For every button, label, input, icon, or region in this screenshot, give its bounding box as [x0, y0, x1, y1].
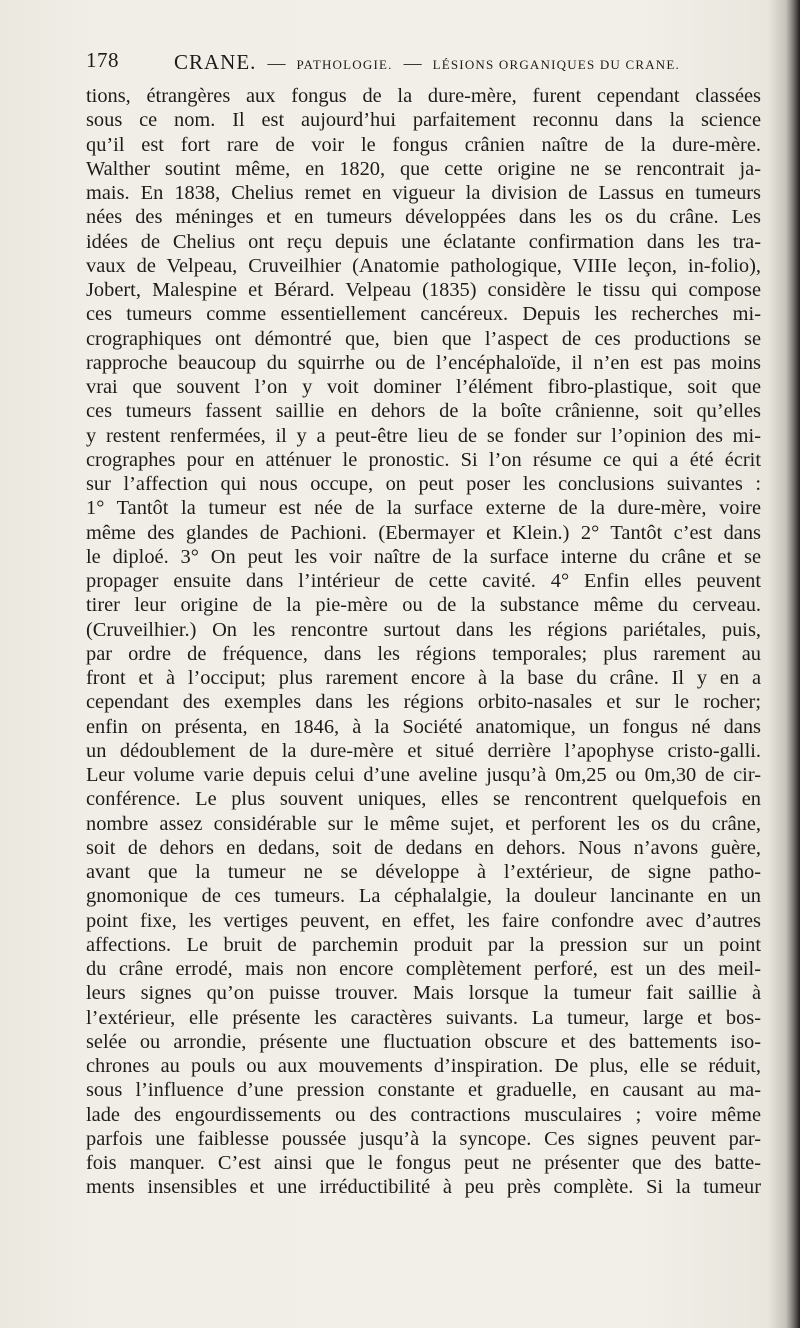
text-line: fois manquer. C’est ainsi que le fongus peut ne présenter que des batte-	[86, 1152, 761, 1174]
text-line: 1° Tantôt la tumeur est née de la surface externe de la dure-mère, voire	[86, 497, 761, 520]
text-line: enfin on présenta, en 1846, à la Société anatomique, un fongus né dans	[86, 715, 761, 738]
page-header	[86, 48, 766, 76]
text-line: soit de dehors en dedans, soit de dedans en dehors. Nous n’avons guère,	[86, 836, 761, 859]
page-number: 178	[86, 48, 119, 72]
text-line: ces tumeurs fassent saillie en dehors de la boîte crânienne, soit qu’elles	[86, 400, 761, 423]
running-head-dash: —	[403, 53, 422, 73]
text-line: du crâne errodé, mais non encore complètement perforé, est un des meil-	[86, 958, 761, 980]
text-line: selée ou arrondie, présente une fluctuation obscure et des battements iso-	[86, 1030, 761, 1053]
page-spine-shadow	[786, 0, 800, 1328]
running-head-section: PATHOLOGIE.	[296, 57, 393, 72]
running-head-dash: —	[267, 53, 286, 73]
text-line: Jobert, Malespine et Bérard. Velpeau (1835) considère le tissu qui compose	[86, 279, 761, 301]
text-line: cependant des exemples dans les régions orbito-nasales et sur le rocher;	[86, 691, 761, 714]
text-line: le diploé. 3° On peut les voir naître de la surface interne du crâne et se	[86, 545, 761, 568]
text-line: idées de Chelius ont reçu depuis une éclatante confirmation dans les tra-	[86, 230, 761, 253]
text-line: par ordre de fréquence, dans les régions temporales; plus rarement au	[86, 642, 761, 665]
text-line: ces tumeurs comme essentiellement cancéreux. Depuis les recherches mi-	[86, 303, 761, 326]
text-line: propager ensuite dans l’intérieur de cette cavité. 4° Enfin elles peuvent	[86, 570, 761, 592]
text-line: Walther soutint même, en 1820, que cette origine ne se rencontrait ja-	[86, 157, 761, 180]
text-line: un dédoublement de la dure-mère et situé derrière l’apophyse cristo-galli.	[86, 739, 761, 762]
text-line: tions, étrangères aux fongus de la dure-mère, furent cependant classées	[86, 85, 761, 107]
text-line: vrai que souvent l’on y voit dominer l’élément fibro-plastique, soit que	[86, 376, 761, 398]
text-line: conférence. Le plus souvent uniques, elles se rencontrent quelquefois en	[86, 788, 761, 811]
text-line: sous l’influence d’une pression constante et graduelle, en causant au ma-	[86, 1079, 761, 1102]
text-line: sur l’affection qui nous occupe, on peut poser les conclusions suivantes :	[86, 473, 761, 495]
text-line: lade des engourdissements ou des contractions musculaires ; voire même	[86, 1103, 761, 1126]
text-line: point fixe, les vertiges peuvent, en effet, les faire confondre avec d’autres	[86, 909, 761, 932]
text-line: gnomonique de ces tumeurs. La céphalalgie, la douleur lancinante en un	[86, 885, 761, 908]
text-line: vaux de Velpeau, Cruveilhier (Anatomie pathologique, VIIIe leçon, in-folio),	[86, 254, 761, 277]
text-line: (Cruveilhier.) On les rencontre surtout dans les régions pariétales, puis,	[86, 618, 761, 641]
body-text	[86, 84, 761, 1200]
text-line: même des glandes de Pachioni. (Ebermayer et Klein.) 2° Tantôt c’est dans	[86, 521, 761, 544]
running-head-title: CRANE.	[174, 50, 257, 74]
text-line: y restent renfermées, il y a peut-être lieu de se fonder sur l’opinion des mi-	[86, 424, 761, 447]
running-head	[174, 50, 680, 75]
text-line: nées des méninges et en tumeurs développées dans les os du crâne. Les	[86, 206, 761, 229]
text-line: avant que la tumeur ne se développe à l’extérieur, de signe patho-	[86, 861, 761, 883]
text-line: crographes pour en atténuer le pronostic. Si l’on résume ce qui a été écrit	[86, 448, 761, 471]
text-line: leurs signes qu’on puisse trouver. Mais lorsque la tumeur fait saillie à	[86, 982, 761, 1005]
text-line: parfois une faiblesse poussée jusqu’à la syncope. Ces signes peuvent par-	[86, 1127, 761, 1150]
bleed-through-shadow	[175, 1228, 595, 1265]
text-line: affections. Le bruit de parchemin produit par la pression sur un point	[86, 933, 761, 956]
text-line: rapproche beaucoup du squirrhe ou de l’encéphaloïde, il n’en est pas moins	[86, 351, 761, 374]
text-line: tirer leur origine de la pie-mère ou de la substance même du cerveau.	[86, 594, 761, 617]
text-line: l’extérieur, elle présente les caractères suivants. La tumeur, large et bos-	[86, 1006, 761, 1029]
running-head-subsection: LÉSIONS ORGANIQUES DU CRANE.	[432, 57, 680, 72]
text-line: sous ce nom. Il est aujourd’hui parfaitement reconnu dans la science	[86, 109, 761, 132]
text-line: Leur volume varie depuis celui d’une aveline jusqu’à 0m,25 ou 0m,30 de cir-	[86, 764, 761, 786]
text-line: nombre assez considérable sur le même sujet, et perforent les os du crâne,	[86, 812, 761, 835]
text-line: ments insensibles et une irréductibilité à peu près complète. Si la tumeur	[86, 1176, 761, 1199]
text-line: qu’il est fort rare de voir le fongus crânien naître de la dure-mère.	[86, 133, 761, 156]
text-line: front et à l’occiput; plus rarement encore à la base du crâne. Il y en a	[86, 667, 761, 689]
text-line: chrones au pouls ou aux mouvements d’inspiration. De plus, elle se réduit,	[86, 1055, 761, 1077]
text-line: crographiques ont démontré que, bien que l’aspect de ces productions se	[86, 327, 761, 350]
text-line: mais. En 1838, Chelius remet en vigueur la division de Lassus en tumeurs	[86, 182, 761, 204]
